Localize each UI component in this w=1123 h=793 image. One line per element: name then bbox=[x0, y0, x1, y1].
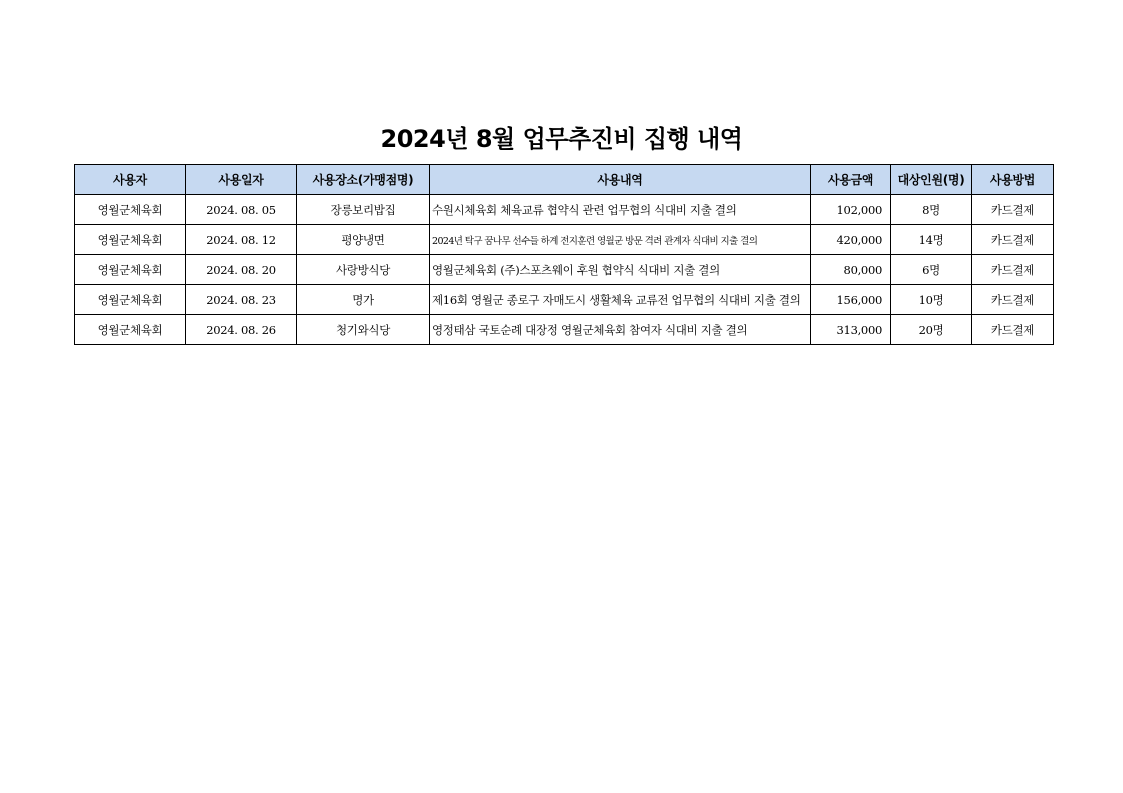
table-header-row bbox=[75, 165, 1054, 195]
cell-user: 영월군체육회 bbox=[75, 315, 186, 345]
cell-date: 2024. 08. 12 bbox=[186, 225, 297, 255]
table-row bbox=[75, 195, 1054, 225]
cell-amount: 420,000 bbox=[811, 225, 891, 255]
cell-description: 영정태삼 국토순례 대장정 영월군체육회 참여자 식대비 지출 결의 bbox=[430, 315, 811, 345]
table-row bbox=[75, 255, 1054, 285]
cell-user: 영월군체육회 bbox=[75, 195, 186, 225]
cell-method: 카드결제 bbox=[972, 195, 1054, 225]
cell-method: 카드결제 bbox=[972, 285, 1054, 315]
cell-people: 10명 bbox=[891, 285, 972, 315]
table-row bbox=[75, 225, 1054, 255]
header-people: 대상인원(명) bbox=[891, 165, 972, 195]
cell-method: 카드결제 bbox=[972, 225, 1054, 255]
cell-amount: 156,000 bbox=[811, 285, 891, 315]
cell-user: 영월군체육회 bbox=[75, 225, 186, 255]
cell-description: 영월군체육회 (주)스포츠웨이 후원 협약식 식대비 지출 결의 bbox=[430, 255, 811, 285]
table-row bbox=[75, 285, 1054, 315]
cell-people: 14명 bbox=[891, 225, 972, 255]
cell-place: 청기와식당 bbox=[297, 315, 430, 345]
header-place: 사용장소(가맹점명) bbox=[297, 165, 430, 195]
header-amount: 사용금액 bbox=[811, 165, 891, 195]
cell-place: 평양냉면 bbox=[297, 225, 430, 255]
cell-user: 영월군체육회 bbox=[75, 285, 186, 315]
cell-place: 명가 bbox=[297, 285, 430, 315]
cell-people: 8명 bbox=[891, 195, 972, 225]
header-method: 사용방법 bbox=[972, 165, 1054, 195]
cell-place: 사랑방식당 bbox=[297, 255, 430, 285]
header-date: 사용일자 bbox=[186, 165, 297, 195]
cell-description: 제16회 영월군 종로구 자매도시 생활체육 교류전 업무협의 식대비 지출 결의 bbox=[430, 285, 811, 315]
header-description: 사용내역 bbox=[430, 165, 811, 195]
cell-people: 20명 bbox=[891, 315, 972, 345]
cell-method: 카드결제 bbox=[972, 255, 1054, 285]
cell-date: 2024. 08. 23 bbox=[186, 285, 297, 315]
cell-amount: 102,000 bbox=[811, 195, 891, 225]
cell-amount: 313,000 bbox=[811, 315, 891, 345]
cell-method: 카드결제 bbox=[972, 315, 1054, 345]
cell-date: 2024. 08. 05 bbox=[186, 195, 297, 225]
cell-description: 2024년 탁구 꿈나무 선수들 하계 전지훈련 영월군 방문 격려 관계자 식대비 지출 결의 bbox=[430, 225, 811, 255]
page-title: 2024년 8월 업무추진비 집행 내역 bbox=[380, 125, 743, 153]
header-user: 사용자 bbox=[75, 165, 186, 195]
cell-user: 영월군체육회 bbox=[75, 255, 186, 285]
cell-date: 2024. 08. 20 bbox=[186, 255, 297, 285]
table-row bbox=[75, 315, 1054, 345]
cell-place: 장릉보리밥집 bbox=[297, 195, 430, 225]
expense-table bbox=[74, 164, 1054, 345]
cell-people: 6명 bbox=[891, 255, 972, 285]
cell-description: 수원시체육회 체육교류 협약식 관련 업무협의 식대비 지출 결의 bbox=[430, 195, 811, 225]
cell-date: 2024. 08. 26 bbox=[186, 315, 297, 345]
cell-amount: 80,000 bbox=[811, 255, 891, 285]
